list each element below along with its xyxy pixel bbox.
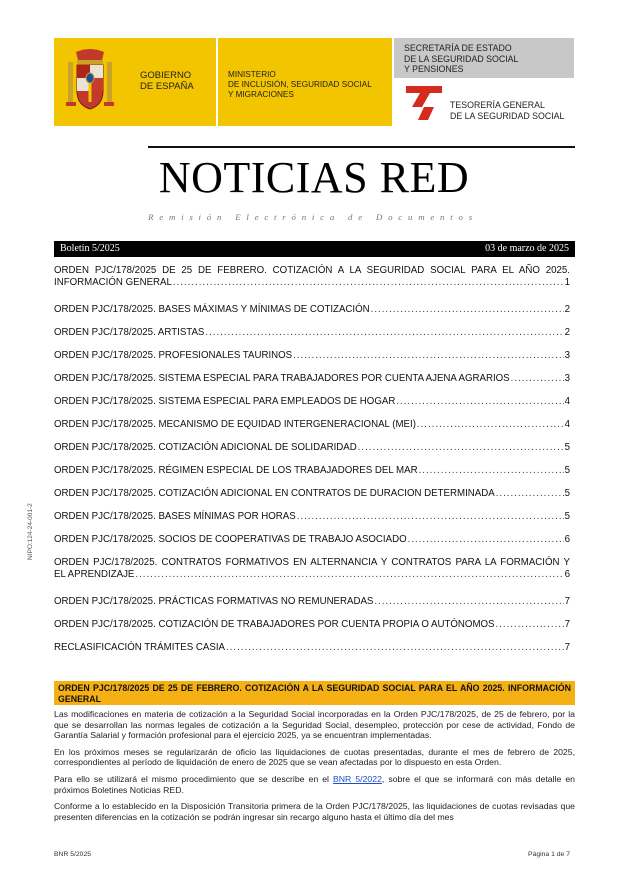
toc-item[interactable] — [54, 265, 570, 289]
tgss-name: TESORERÍA GENERAL DE LA SEGURIDAD SOCIAL — [450, 100, 565, 121]
title-rule — [148, 146, 575, 148]
toc-page-number: 3 — [564, 350, 570, 361]
bulletin-number: Boletín 5/2025 — [60, 243, 120, 254]
toc-item[interactable] — [54, 557, 570, 581]
bulletin-bar — [54, 241, 575, 257]
toc-item[interactable] — [54, 304, 570, 316]
ministry-name: MINISTERIO DE INCLUSIÓN, SEGURIDAD SOCIAL Y MIGRACIONES — [228, 70, 372, 99]
toc-item[interactable] — [54, 511, 570, 523]
toc-item[interactable] — [54, 350, 570, 362]
toc-leader-dots — [205, 327, 563, 339]
toc-page-number: 2 — [564, 304, 570, 315]
page-subtitle: Remisión Electrónica de Documentos — [148, 212, 478, 222]
toc-item-title: ORDEN PJC/178/2025. PRÁCTICAS FORMATIVAS NO REMUNERADAS — [54, 596, 374, 607]
toc-leader-dots — [374, 596, 563, 608]
toc-page-number: 6 — [564, 534, 570, 545]
paragraph: Para ello se utilizará el mismo procedimiento que se describe en el BNR 5/2022, sobre el que se informará con más detalle en próximos Boletines Noticias RED. — [54, 773, 575, 795]
secretary-block — [394, 38, 574, 78]
ministry-block — [218, 38, 392, 126]
toc-item-title: INFORMACIÓN GENERAL — [54, 277, 172, 288]
toc-item-title: ORDEN PJC/178/2025. SISTEMA ESPECIAL PARA TRABAJADORES POR CUENTA AJENA AGRARIOS — [54, 373, 510, 384]
toc-item[interactable] — [54, 396, 570, 408]
toc-item[interactable] — [54, 373, 570, 385]
toc-item[interactable] — [54, 619, 570, 631]
section-heading: ORDEN PJC/178/2025 DE 25 DE FEBRERO. COTIZACIÓN A LA SEGURIDAD SOCIAL PARA EL AÑO 2025. INFORMACIÓN GENERAL — [54, 681, 575, 705]
toc-leader-dots — [173, 277, 564, 289]
toc-leader-dots — [496, 488, 564, 500]
footer-bulletin: BNR 5/2025 — [54, 851, 92, 858]
toc-page-number: 2 — [564, 327, 570, 338]
toc-leader-dots — [419, 465, 564, 477]
toc-item[interactable] — [54, 419, 570, 431]
toc-item[interactable] — [54, 488, 570, 500]
government-block — [54, 38, 216, 126]
government-name: GOBIERNO DE ESPAÑA — [140, 70, 194, 92]
page-title: NOTICIAS RED — [158, 153, 470, 202]
toc-item[interactable] — [54, 465, 570, 477]
toc-item-title: ORDEN PJC/178/2025. SISTEMA ESPECIAL PARA EMPLEADOS DE HOGAR — [54, 396, 396, 407]
toc-page-number: 5 — [564, 442, 570, 453]
paragraph: Las modificaciones en materia de cotización a la Seguridad Social incorporadas en la Orden PJC/178/2025, de 25 de febrero, por la que se desarrollan las normas legales de cotización a la Seguridad Social, desempleo, protección por cese de actividad, Fondo de Garantía Salarial y formación profesional para el ejercicio 2025, ya se encuentran implementadas. — [54, 709, 575, 741]
toc-leader-dots — [496, 619, 564, 631]
toc-leader-dots — [297, 511, 564, 523]
toc-item-title: ORDEN PJC/178/2025. MECANISMO DE EQUIDAD INTERGENERACIONAL (MEI) — [54, 419, 416, 430]
bulletin-date: 03 de marzo de 2025 — [485, 243, 569, 254]
toc-item[interactable] — [54, 327, 570, 339]
toc-item-title: EL APRENDIZAJE — [54, 569, 135, 580]
bnr-link[interactable]: BNR 5/2022 — [332, 773, 382, 784]
toc-item-title: ORDEN PJC/178/2025 DE 25 DE FEBRERO. COTIZACIÓN A LA SEGURIDAD SOCIAL PARA EL AÑO 2025. — [54, 265, 570, 276]
toc-leader-dots — [511, 373, 564, 385]
toc-item[interactable] — [54, 642, 570, 654]
toc-leader-dots — [358, 442, 564, 454]
header-banner — [54, 38, 574, 126]
toc-page-number: 3 — [564, 373, 570, 384]
toc-item-title: ORDEN PJC/178/2025. COTIZACIÓN ADICIONAL EN CONTRATOS DE DURACION DETERMINADA — [54, 488, 495, 499]
toc-leader-dots — [371, 304, 564, 316]
toc-item-title: ORDEN PJC/178/2025. SOCIOS DE COOPERATIVAS DE TRABAJO ASOCIADO — [54, 534, 407, 545]
toc-item-title: ORDEN PJC/178/2025. BASES MÁXIMAS Y MÍNIMAS DE COTIZACIÓN — [54, 304, 370, 315]
toc-item-title: ORDEN PJC/178/2025. BASES MÍNIMAS POR HORAS — [54, 511, 296, 522]
toc-leader-dots — [408, 534, 564, 546]
tgss-logo-icon — [406, 86, 442, 120]
toc-item-title: ORDEN PJC/178/2025. COTIZACIÓN ADICIONAL DE SOLIDARIDAD — [54, 442, 357, 453]
toc-item[interactable] — [54, 534, 570, 546]
coat-of-arms-icon — [66, 48, 114, 116]
toc-leader-dots — [293, 350, 563, 362]
toc-page-number: 4 — [564, 396, 570, 407]
toc-page-number: 5 — [564, 511, 570, 522]
toc-page-number: 7 — [564, 596, 570, 607]
toc-item-title: ORDEN PJC/178/2025. RÉGIMEN ESPECIAL DE LOS TRABAJADORES DEL MAR — [54, 465, 418, 476]
toc-item-title: ORDEN PJC/178/2025. PROFESIONALES TAURINOS — [54, 350, 293, 361]
toc-page-number: 5 — [564, 488, 570, 499]
toc-leader-dots — [417, 419, 564, 431]
toc-item[interactable] — [54, 596, 570, 608]
toc-leader-dots — [135, 569, 563, 581]
toc-item[interactable] — [54, 442, 570, 454]
toc-page-number: 7 — [564, 642, 570, 653]
toc-item-title: ORDEN PJC/178/2025. ARTISTAS — [54, 327, 205, 338]
secretary-name: SECRETARÍA DE ESTADO DE LA SEGURIDAD SOCIAL Y PENSIONES — [404, 43, 519, 74]
paragraph: Conforme a lo establecido en la Disposición Transitoria primera de la Orden PJC/178/2025, las liquidaciones de cuotas revisadas que presenten diferencias en la cotización se podrán ingresar sin recargo alguno hasta el último día del mes — [54, 801, 575, 822]
footer-page-number: Página 1 de 7 — [528, 851, 570, 858]
toc-page-number: 7 — [564, 619, 570, 630]
toc-leader-dots — [396, 396, 563, 408]
toc-leader-dots — [226, 642, 564, 654]
toc-page-number: 1 — [564, 277, 570, 288]
toc-page-number: 6 — [564, 569, 570, 580]
toc-item-title: ORDEN PJC/178/2025. CONTRATOS FORMATIVOS EN ALTERNANCIA Y CONTRATOS PARA LA FORMACIÓN Y — [54, 557, 570, 568]
toc-item-title: ORDEN PJC/178/2025. COTIZACIÓN DE TRABAJADORES POR CUENTA PROPIA O AUTÓNOMOS — [54, 619, 495, 630]
toc-item-title: RECLASIFICACIÓN TRÁMITES CASIA — [54, 642, 225, 653]
paragraph: En los próximos meses se regularizarán de oficio las liquidaciones de cuotas presentadas, durante el mes de febrero de 2025, correspondientes al período de liquidación de enero de 2025 que se vean afectadas por lo dispuesto en esta Orden. — [54, 746, 575, 768]
section-body — [54, 709, 575, 828]
toc-page-number: 5 — [564, 465, 570, 476]
toc-page-number: 4 — [564, 419, 570, 430]
nipo-code: NIPO:124-24-001-2 — [27, 503, 34, 560]
